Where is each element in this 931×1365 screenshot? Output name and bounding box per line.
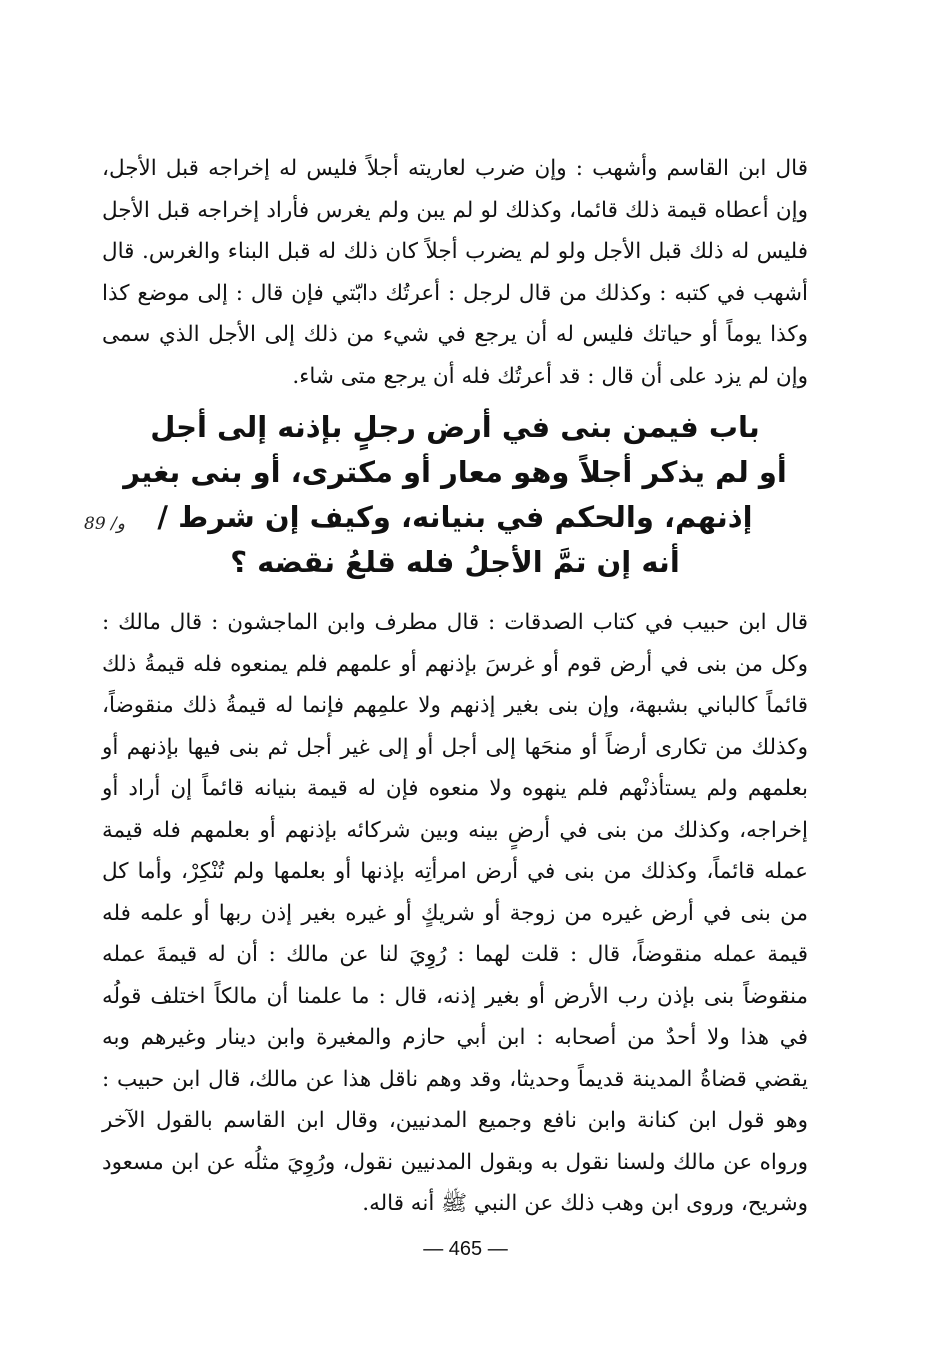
chapter-body-paragraph: قال ابن حبيب في كتاب الصدقات : قال مطرف وابن الماجشون : قال مالك : وكل من بنى في أرض قوم أو غرسَ بإذنهم أو علمهم فلم يمنعوه فله قيمةُ ذلك قائماً كالباني بشبهة، وإن بنى بغير إذنهم ولا علمِهم فإنما له قيمةُ ذلك منقوضاً، وكذلك من تكارى أرضاً أو منحَها إلى أجل أو إلى غير أجل ثم بنى فيها بإذنهم أو بعلمهم ولم يستأذنْهم فلم ينهوه ولا منعوه فإن له قيمة بنيانه قائماً إن أراد أو إخراجه، وكذلك من بنى في أرضٍ بينه وبين شركائه بإذنهم أو بعلمهم فله قيمة عمله قائماً، وكذلك من بنى في أرض امرأتِه بإذنها أو بعلمها ولم تُنْكِرْ، وأما كل من بنى في أرض غيره من زوجة أو شريكٍ أو غيره بغير إذن ربها أو علمه فله قيمة عمله منقوضاً، قال : قلت لهما : رُوِيَ لنا عن مالك : أن له قيمةَ عمله منقوضاً بنى بإذن رب الأرض أو بغير إذنه، قال : ما علمنا أن مالكاً اختلف قولُه في هذا ولا أحدٌ من أصحابه : ابن أبي حازم والمغيرة وابن دينار وغيرهم وبه يقضي قضاةُ المدينة قديماً وحديثا، وقد وهم ناقل هذا عن مالك، قال ابن حبيب : وهو قول ابن كنانة وابن نافع وجميع المدنيين، وقال ابن القاسم بالقول الآخر ورواه عن مالك ولسنا نقول به وبقول المدنيين نقول، ورُوِيَ مثلُه عن ابن مسعود وشريح، وروى ابن وهب ذلك عن النبي ﷺ أنه قاله. xyxy=(102,610,808,1216)
chapter-heading-line: أو لم يذكر أجلاً وهو معار أو مكترى، أو بنى بغير xyxy=(123,455,787,489)
manuscript-folio-reference: 89 /و xyxy=(84,514,125,534)
opening-paragraph: قال ابن القاسم وأشهب : وإن ضرب لعاريته أجلاً فليس له إخراجه قبل الأجل، وإن أعطاه قيمة ذلك قائما، وكذلك لو لم يبن ولم يغرس فأراد إخراجه قبل الأجل فليس له ذلك قبل الأجل ولو لم يضرب أجلاً كان ذلك له قبل البناء والغرس. قال أشهب في كتبه : وكذلك من قال لرجل : أعرتُك دابّتي فإن قال : إلى موضع كذا وكذا يوماً أو حياتك فليس له أن يرجع في شيء من ذلك إلى الأجل الذي سمى وإن لم يزد على أن قال : قد أعرتُك فله أن يرجع متى شاء. xyxy=(102,156,808,389)
chapter-heading-line: باب فيمن بنى في أرض رجلٍ بإذنه إلى أجل xyxy=(150,410,760,444)
chapter-heading xyxy=(102,405,808,585)
page-number: — 465 — xyxy=(423,1238,508,1260)
chapter-heading-line: إذنهم، والحكم في بنيانه، وكيف إن شرط / xyxy=(157,500,753,534)
chapter-heading-line: أنه إن تمَّ الأجلُ فله قلعُ نقضه ؟ xyxy=(230,545,680,579)
